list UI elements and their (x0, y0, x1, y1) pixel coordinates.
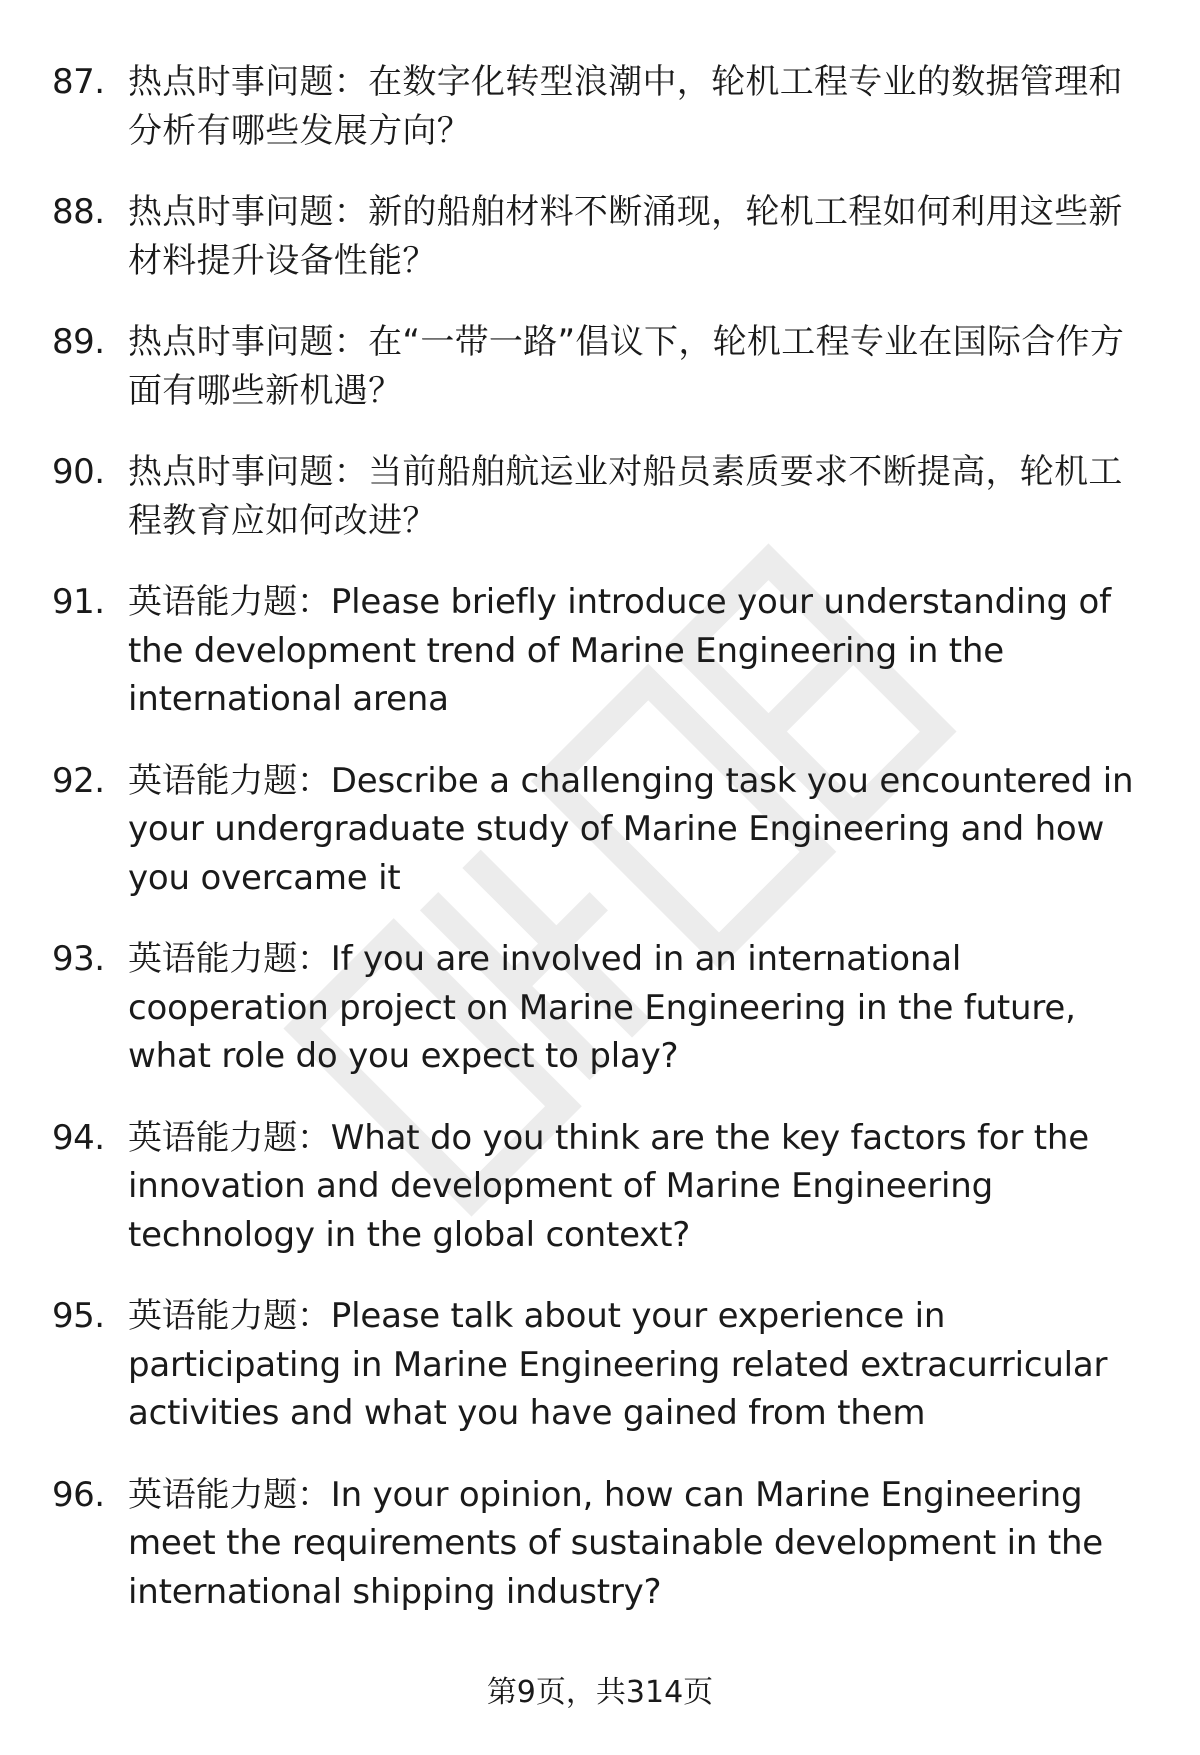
question-number: 94. (52, 1117, 105, 1158)
question-list (0, 58, 1200, 1649)
question-item (0, 1114, 1200, 1260)
question-number: 96. (52, 1474, 105, 1515)
question-text: 英语能力题：In your opinion, how can Marine Engineering meet the requirements of sustainable development in the international shipping industry? (128, 1474, 1104, 1612)
question-number: 91. (52, 582, 105, 622)
question-text: 英语能力题：Please briefly introduce your understanding of the development trend of Marine Engineering in the international arena (128, 582, 1111, 719)
question-item (0, 1292, 1200, 1438)
question-number: 89. (52, 322, 105, 362)
question-item (0, 935, 1200, 1081)
question-number: 88. (52, 192, 105, 232)
question-item (0, 318, 1200, 415)
question-text: 英语能力题：Describe a challenging task you encountered in your undergraduate study of Marine Engineering and how you overcame it (128, 760, 1134, 898)
question-number: 93. (52, 939, 105, 979)
question-text: 热点时事问题：在“一带一路”倡议下，轮机工程专业在国际合作方面有哪些新机遇？ (128, 322, 1125, 411)
question-text: 英语能力题：If you are involved in an international cooperation project on Marine Engineering in the future, what role do you expect to play? (128, 939, 1076, 1076)
page-number-label: 第9页，共314页 (486, 1675, 714, 1710)
question-item (0, 448, 1200, 545)
question-item (0, 58, 1200, 155)
question-text: 热点时事问题：新的船舶材料不断涌现，轮机工程如何利用这些新材料提升设备性能？ (128, 192, 1123, 281)
question-number: 90. (52, 452, 105, 492)
page-footer (0, 1673, 1200, 1713)
question-text: 英语能力题：What do you think are the key factors for the innovation and development of Marine Engineering technology in the global context? (128, 1117, 1089, 1255)
question-item (0, 578, 1200, 724)
question-number: 92. (52, 760, 105, 801)
question-text: 英语能力题：Please talk about your experience in participating in Marine Engineering related extracurricular activities and what you have gained from them (128, 1296, 1108, 1433)
question-item (0, 188, 1200, 285)
question-text: 热点时事问题：当前船舶航运业对船员素质要求不断提高，轮机工程教育应如何改进？ (128, 452, 1123, 541)
question-text: 热点时事问题：在数字化转型浪潮中，轮机工程专业的数据管理和分析有哪些发展方向？ (128, 62, 1123, 151)
question-item (0, 1471, 1200, 1617)
question-item (0, 757, 1200, 903)
question-number: 87. (52, 62, 105, 102)
question-number: 95. (52, 1296, 105, 1336)
